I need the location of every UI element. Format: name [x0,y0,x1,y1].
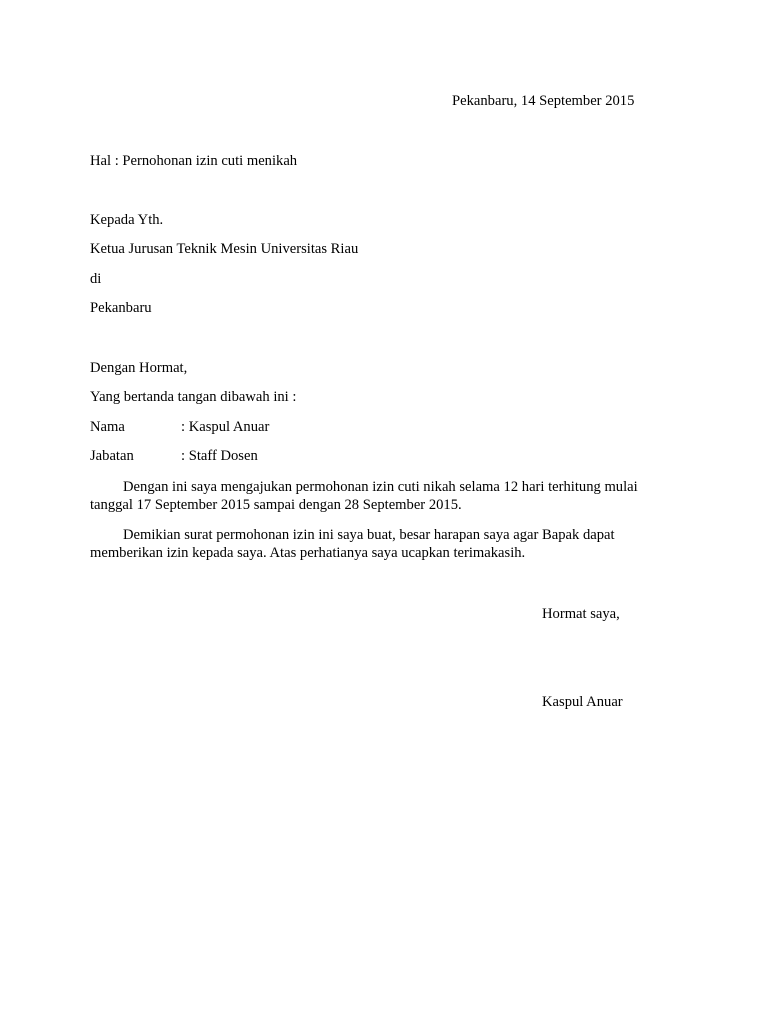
greeting: Dengan Hormat, [90,360,188,376]
place-date: Pekanbaru, 14 September 2015 [452,93,635,109]
field-row-name [90,418,269,436]
signer-name: Kaspul Anuar [542,694,623,710]
closing: Hormat saya, [542,606,620,622]
recipient-line-3: di [90,271,102,287]
body-paragraph-2: Demikian surat permohonan izin ini saya buat, besar harapan saya agar Bapak dapat memberikan izin kepada saya. Atas perhatianya saya ucapkan terimakasih. [90,527,615,561]
intro-line: Yang bertanda tangan dibawah ini : [90,389,297,405]
body-paragraph-1: Dengan ini saya mengajukan permohonan izin cuti nikah selama 12 hari terhitung mulai tanggal 17 September 2015 sampai dengan 28 September 2015. [90,479,638,513]
field-row-position [90,447,258,465]
field-label-position: Jabatan [90,448,134,464]
field-label-name: Nama [90,419,125,435]
recipient-line-2: Ketua Jurusan Teknik Mesin Universitas Riau [90,241,359,257]
recipient-line-4: Pekanbaru [90,300,152,316]
subject-line: Hal : Pernohonan izin cuti menikah [90,153,298,169]
recipient-line-1: Kepada Yth. [90,212,164,228]
field-value-position: : Staff Dosen [181,448,258,464]
field-value-name: : Kaspul Anuar [181,419,270,435]
